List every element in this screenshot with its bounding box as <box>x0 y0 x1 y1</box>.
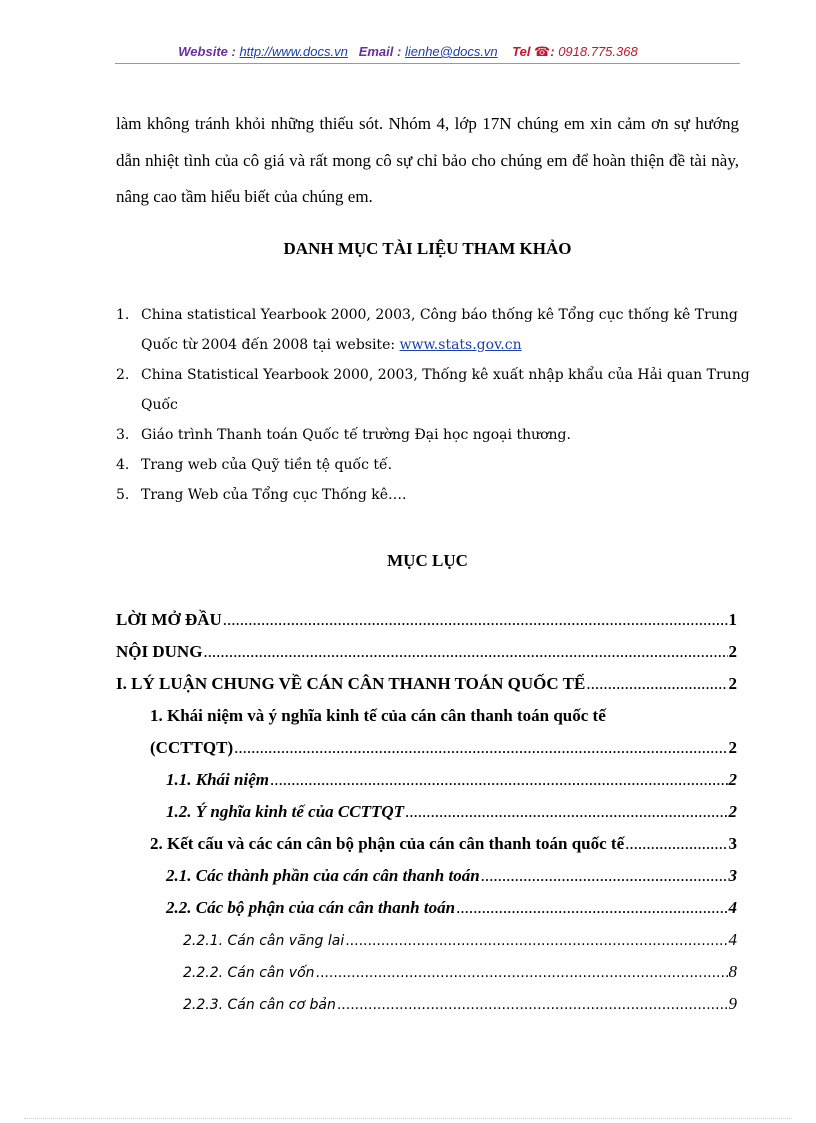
email-label: Email <box>358 44 394 59</box>
toc-title: MỤC LỤC <box>387 551 468 570</box>
header-divider <box>115 63 740 64</box>
references-title: DANH MỤC TÀI LIỆU THAM KHẢO <box>283 239 572 258</box>
tel-label: Tel ☎: <box>512 44 555 59</box>
toc-page-number: 2 <box>728 674 737 693</box>
reference-link[interactable]: www.stats.gov.cn <box>399 337 522 353</box>
website-link[interactable]: http://www.docs.vn <box>239 44 348 59</box>
reference-text: Trang Web của Tổng cục Thống kê…. <box>141 487 407 503</box>
page-header <box>0 44 816 60</box>
reference-number: 1. <box>116 307 130 323</box>
toc-page-number: 9 <box>728 994 737 1013</box>
toc-page-number: 1 <box>728 610 737 629</box>
toc-entry-2-1[interactable] <box>116 866 737 898</box>
toc-entry-title: 2. Kết cấu và các cán cân bộ phận của cán cân thanh toán quốc tế <box>150 834 625 853</box>
toc-page-number: 4 <box>728 930 737 949</box>
toc-entry-1[interactable] <box>116 706 737 738</box>
reference-text: China statistical Yearbook 2000, 2003, Công báo thống kê Tổng cục thống kê Trung Quốc từ 2004 đến 2008 tại website: <box>141 307 738 353</box>
toc-page-number: 4 <box>728 898 737 917</box>
toc-entry-2-2-2[interactable] <box>116 962 737 994</box>
toc-entry-2-2-3[interactable] <box>116 994 737 1026</box>
toc-entry-title: 2.1. Các thành phần của cán cân thanh toán <box>166 866 480 885</box>
toc-entry-2[interactable] <box>116 834 737 866</box>
reference-text: China Statistical Yearbook 2000, 2003, Thống kê xuất nhập khẩu của Hải quan Trung Quốc <box>141 367 750 413</box>
toc-leader <box>625 834 727 854</box>
toc-entry-section-1[interactable] <box>116 674 737 706</box>
reference-number: 3. <box>116 427 130 443</box>
toc-leader <box>234 738 727 758</box>
toc-page-number: 2 <box>728 802 737 821</box>
toc-leader <box>203 642 727 662</box>
toc-entry-noi-dung[interactable] <box>116 642 737 674</box>
toc-entry-title: 2.2.3. Cán cân cơ bản <box>183 997 336 1013</box>
reference-item <box>116 300 756 360</box>
toc-page-number: 3 <box>728 866 737 885</box>
toc-leader <box>270 770 728 790</box>
reference-text: Giáo trình Thanh toán Quốc tế trường Đại học ngoại thương. <box>141 427 571 443</box>
reference-item <box>116 420 756 450</box>
reference-item <box>116 450 756 480</box>
toc-entry-title: 2.2.2. Cán cân vốn <box>183 965 315 981</box>
toc-leader <box>586 674 727 694</box>
toc-leader <box>223 610 728 630</box>
toc-leader <box>316 965 728 981</box>
toc-entry-title: 1. Khái niệm và ý nghĩa kinh tế của cán cân thanh toán quốc tế <box>150 706 606 725</box>
reference-number: 5. <box>116 487 130 503</box>
toc-page-number: 2 <box>728 738 737 757</box>
toc-entry-title: 1.1. Khái niệm <box>166 770 269 789</box>
reference-number: 4. <box>116 457 130 473</box>
website-label: Website : <box>178 44 236 59</box>
toc-leader <box>481 866 728 886</box>
toc-page-number: 8 <box>728 962 737 981</box>
toc-page-number: 2 <box>728 770 737 789</box>
toc-entry-1-2[interactable] <box>116 802 737 834</box>
toc-leader <box>337 997 728 1013</box>
toc-entry-title: 2.2.1. Cán cân vãng lai <box>183 933 345 949</box>
toc-leader <box>345 933 727 949</box>
intro-paragraph: làm không tránh khỏi những thiếu sót. Nhóm 4, lớp 17N chúng em xin cảm ơn sự hướng dẫn nhiệt tình của cô giá và rất mong cô sự chỉ bảo cho chúng em để hoàn thiện đề tài này, nâng cao tầm hiểu biết của chúng em. <box>116 114 739 206</box>
toc-leader <box>405 802 727 822</box>
toc-leader <box>456 898 727 918</box>
references-list <box>116 300 756 510</box>
toc-entry-loi-mo-dau[interactable] <box>116 610 737 642</box>
toc-entry-title: NỘI DUNG <box>116 642 203 661</box>
reference-item <box>116 360 756 420</box>
reference-item <box>116 480 756 510</box>
toc-entry-2-2-1[interactable] <box>116 930 737 962</box>
toc-entry-title: I. LÝ LUẬN CHUNG VỀ CÁN CÂN THANH TOÁN QUỐC TẾ <box>116 674 586 693</box>
page-bottom-divider <box>24 1118 792 1119</box>
tel-number: 0918.775.368 <box>558 44 638 59</box>
toc-entry-1-1[interactable] <box>116 770 737 802</box>
toc-entry-title: LỜI MỞ ĐẦU <box>116 610 222 629</box>
email-link[interactable]: lienhe@docs.vn <box>404 44 498 59</box>
toc-page-number: 3 <box>728 834 737 853</box>
toc-entry-title: 1.2. Ý nghĩa kinh tế của CCTTQT <box>166 802 405 821</box>
toc-entry-title: 2.2. Các bộ phận của cán cân thanh toán <box>166 898 456 917</box>
toc-entry-1-continued[interactable] <box>116 738 737 770</box>
toc-entry-title: (CCTTQT) <box>150 738 234 757</box>
email-separator: : <box>397 44 402 59</box>
toc-page-number: 2 <box>728 642 737 661</box>
reference-number: 2. <box>116 367 130 383</box>
table-of-contents <box>116 610 737 1026</box>
toc-entry-2-2[interactable] <box>116 898 737 930</box>
reference-text: Trang web của Quỹ tiền tệ quốc tế. <box>141 457 393 473</box>
